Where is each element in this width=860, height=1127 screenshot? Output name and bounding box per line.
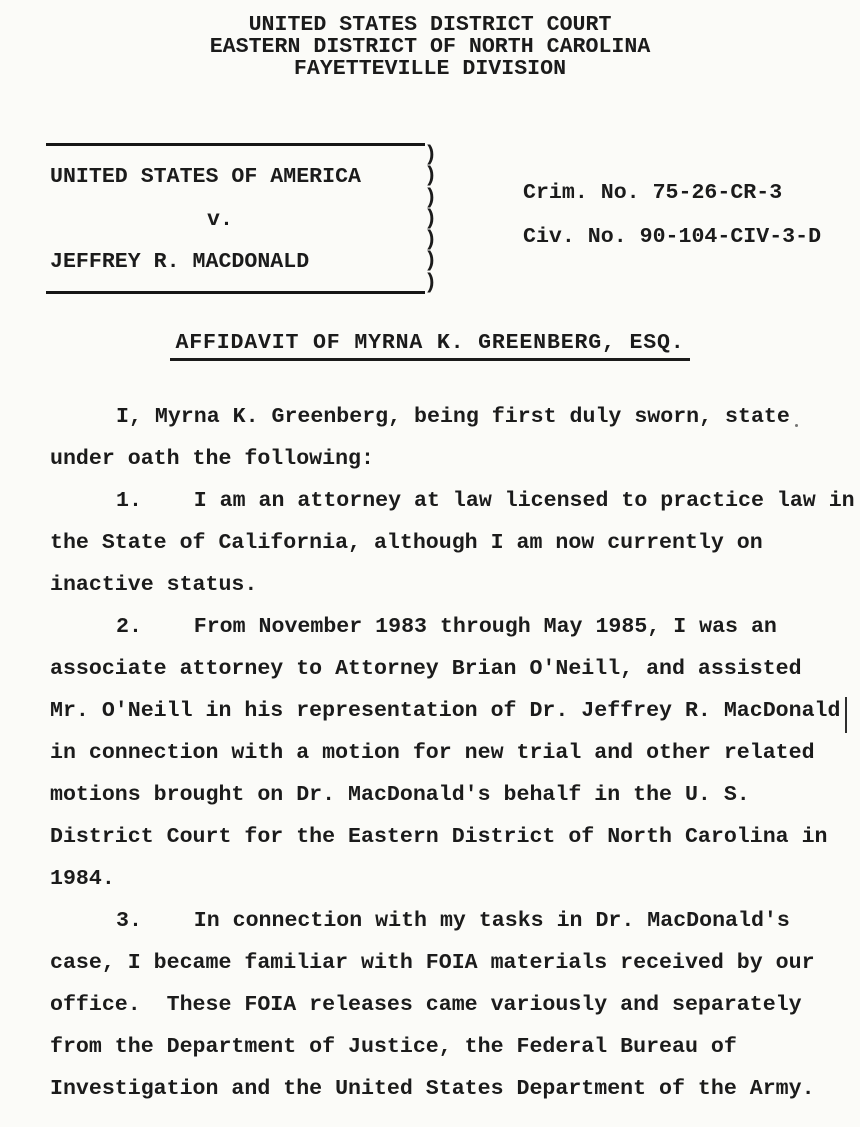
body-line: the State of California, although I am now currently on [50,531,763,555]
body-line: associate attorney to Attorney Brian O'Neill, and assisted [50,657,802,681]
defendant-name: JEFFREY R. MACDONALD [50,250,310,274]
caption-paren: ) [424,143,437,167]
body-line: from the Department of Justice, the Federal Bureau of [50,1035,737,1059]
body-line: 2. From November 1983 through May 1985, I was an [116,615,777,639]
scan-speck [795,424,798,427]
caption-paren: ) [424,249,437,274]
caption-paren: ) [424,206,437,231]
body-line: inactive status. [50,573,258,597]
body-line: I, Myrna K. Greenberg, being first duly sworn, state [116,405,790,429]
document-title-wrap [0,331,860,361]
body-line: District Court for the Eastern District of North Carolina in [50,825,828,849]
document-title: AFFIDAVIT OF MYRNA K. GREENBERG, ESQ. [170,331,689,361]
civil-case-number: Civ. No. 90-104-CIV-3-D [523,225,822,249]
caption-paren: ) [424,164,437,189]
body-line: motions brought on Dr. MacDonald's behalf in the U. S. [50,783,750,807]
body-line: case, I became familiar with FOIA materials received by our [50,951,815,975]
body-line: Investigation and the United States Department of the Army. [50,1077,815,1101]
caption-paren: ) [424,270,437,295]
body-line: office. These FOIA releases came variously and separately [50,993,802,1017]
plaintiff-name: UNITED STATES OF AMERICA [50,165,362,189]
body-line: in connection with a motion for new trial and other related [50,741,815,765]
court-division: FAYETTEVILLE DIVISION [293,57,567,81]
court-header [0,14,860,80]
caption-paren-column [424,145,437,294]
case-numbers [523,182,821,248]
affidavit-body [50,396,855,1110]
criminal-case-number: Crim. No. 75-26-CR-3 [523,181,783,205]
versus-label: v. [207,208,233,232]
body-line: Mr. O'Neill in his representation of Dr. Jeffrey R. MacDonald [50,699,841,723]
body-line: 1. I am an attorney at law licensed to practice law in [116,489,855,513]
scan-artifact-line [845,697,847,733]
body-line: 3. In connection with my tasks in Dr. MacDonald's [116,909,790,933]
court-name: UNITED STATES DISTRICT COURT [248,13,612,37]
body-line: under oath the following: [50,447,374,471]
caption-paren: ) [424,228,437,253]
body-line: 1984. [50,867,115,891]
caption-bottom-rule [46,291,425,294]
caption-top-rule [46,143,425,146]
caption-paren: ) [424,185,437,210]
court-district: EASTERN DISTRICT OF NORTH CAROLINA [209,35,651,59]
